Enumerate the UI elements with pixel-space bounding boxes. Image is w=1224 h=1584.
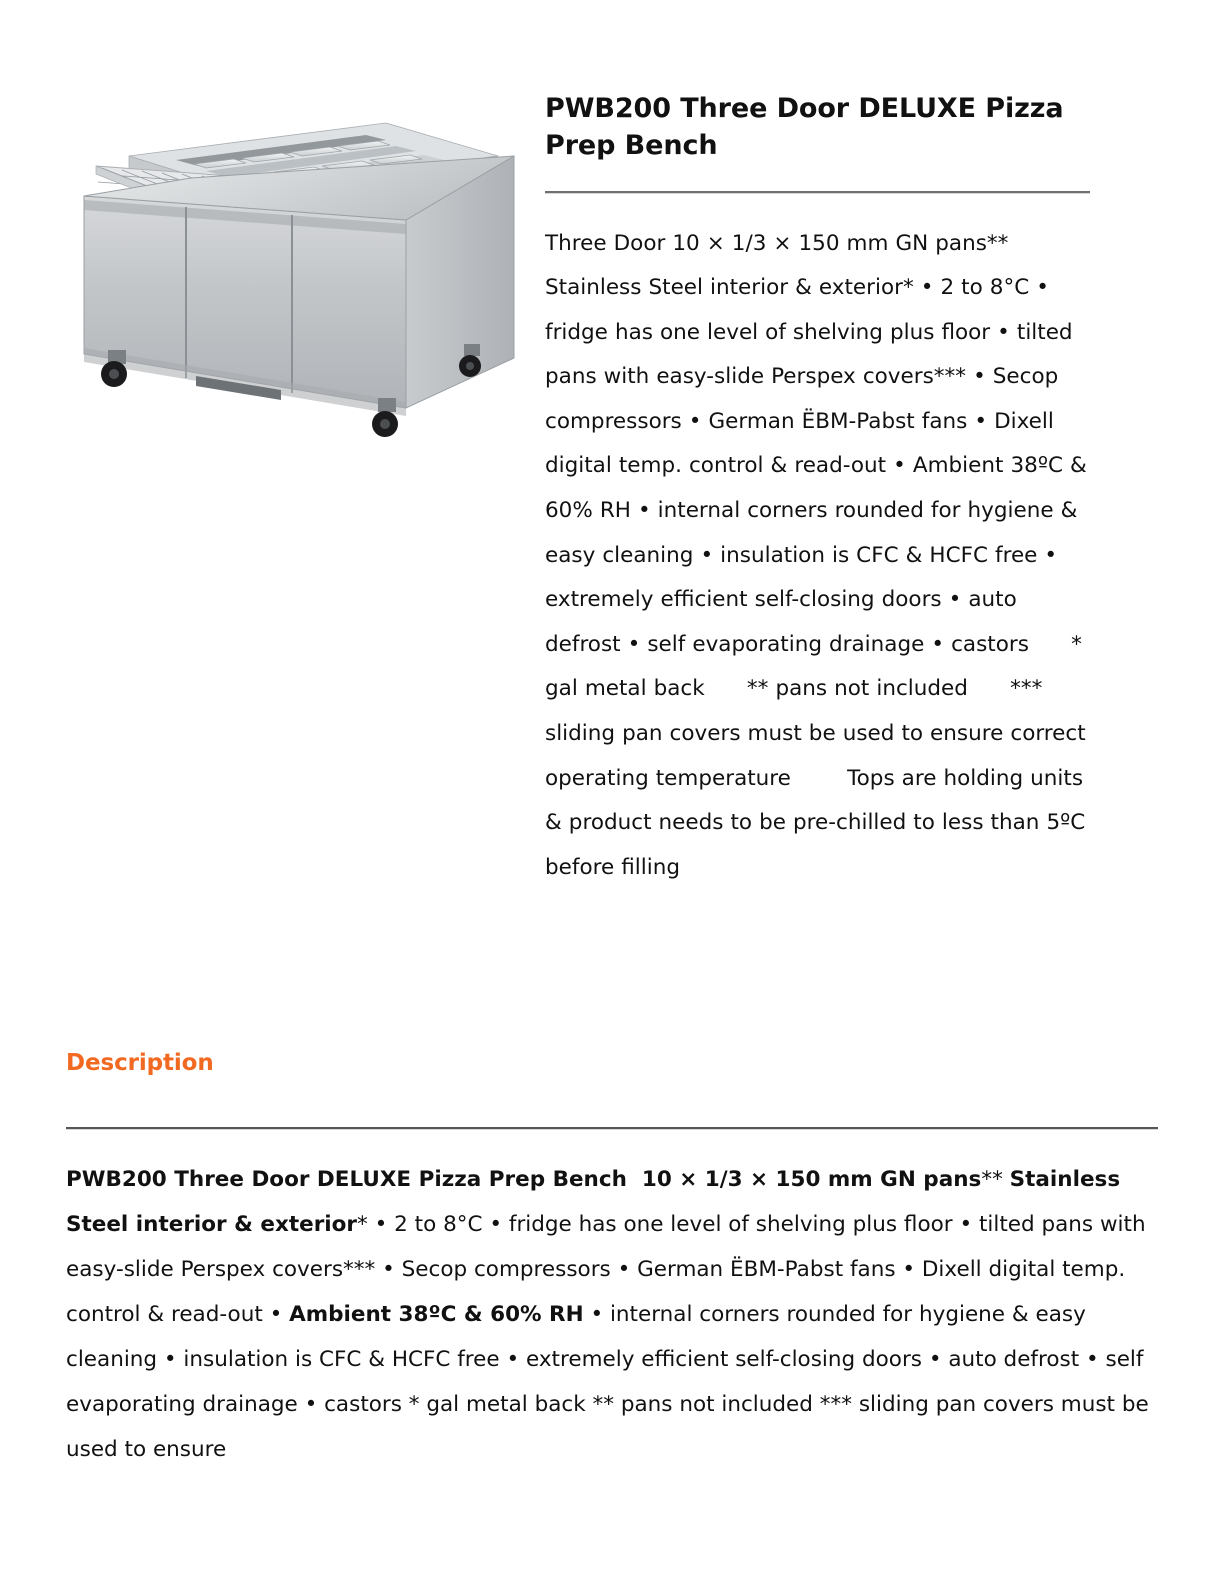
pizza-prep-bench-illustration [66,108,536,468]
product-info-column [545,0,1145,890]
product-spec-text: Three Door 10 × 1/3 × 150 mm GN pans** Stainless Steel interior & exterior* • 2 to 8°C • fridge has one level of shelving plus floor • tilted pans with easy-slide Perspex covers*** • Secop compressors • German ËBM-Pabst fans • Dixell digital temp. control & read-out • Ambient 38ºC & 60% RH • internal corners rounded for hygiene & easy cleaning • insulation is CFC & HCFC free • extremely efficient self-closing doors • auto defrost • self evaporating drainage • castors * gal metal back ** pans not included *** sliding pan covers must be used to ensure correct operating temperature Tops are holding units & product needs to be pre-chilled to less than 5ºC before filling [545,230,1094,880]
description-body-text [66,1157,1158,1472]
description-segment: • internal corners rounded for hygiene & easy cleaning • insulation is CFC & HCFC free • extremely efficient self-closing doors • auto defrost • self evaporating drainage • castors * gal metal back ** pans not included *** sliding pan covers must be used to ensure [66,1301,1156,1462]
description-segment: ** [981,1166,1010,1192]
page-title: PWB200 Three Door DELUXE Pizza Prep Bench [545,93,1064,162]
description-segment: Ambient 38ºC & 60% RH [289,1301,584,1327]
description-section [66,1050,1158,1472]
product-image-column [0,0,545,468]
product-photo [66,108,536,468]
title-divider [545,191,1090,194]
description-segment: * • 2 to 8°C • fridge has one level of shelving plus floor • tilted pans with easy-slide Perspex covers*** • Secop compressors • German ËBM-Pabst fans • Dixell digital temp. control & read-out • [66,1211,1153,1327]
description-heading: Description [66,1050,214,1076]
description-divider [66,1127,1158,1130]
description-segment: Stainless Steel interior & exterior [66,1166,1128,1237]
description-segment: PWB200 Three Door DELUXE Pizza Prep Bench 10 × 1/3 × 150 mm GN pans [66,1166,982,1192]
